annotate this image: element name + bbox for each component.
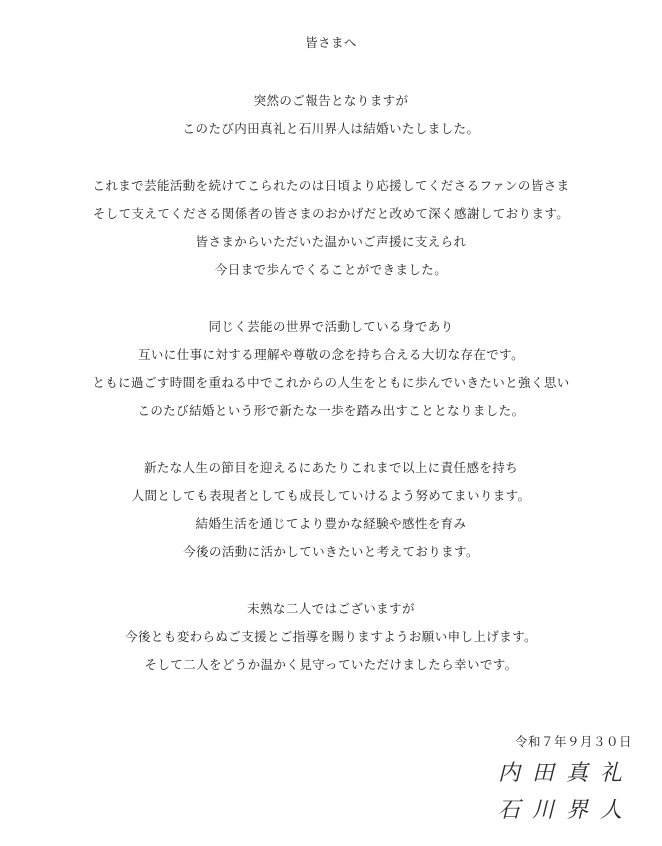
paragraph-3-line-3: ともに過ごす時間を重ねる中でこれからの人生をともに歩んでいきたいと強く思い [92,375,570,390]
paragraph-2-line-1: これまで芸能活動を続けてこられたのは日頃より応援してくださるファンの皆さま [92,178,570,193]
paragraph-2-line-4: 今日まで歩んでくることができました。 [214,262,448,277]
signature-uchida: 内田真礼 [497,761,634,786]
paragraph-3-line-1: 同じく芸能の世界で活動している身であり [208,319,454,334]
paragraph-2-line-3: 皆さまからいただいた温かいご声援に支えられ [195,234,467,249]
paragraph-4-line-3: 結婚生活を通じてより豊かな経験や感性を育み [195,516,467,531]
paragraph-4-line-2: 人間としても表現者としても成長していけるよう努めてまいります。 [131,488,531,503]
signature-ishikawa: 石川界人 [497,798,634,823]
paragraph-5-line-1: 未熟な二人ではございますが [247,601,415,616]
letter-date: 令和７年９月３０日 [514,734,632,749]
paragraph-3-line-4: このたび結婚という形で新たな一歩を踏み出すこととなりました。 [137,403,525,418]
paragraph-2-line-2: そして支えてくださる関係者の皆さまのおかげだと改めて深く感謝しております。 [92,206,570,221]
paragraph-5-line-2: 今後とも変わらぬご支援とご指導を賜りますようお願い申し上げます。 [125,629,537,644]
paragraph-1-line-2: このたび内田真礼と石川界人は結婚いたしました。 [182,121,480,136]
letter-greeting: 皆さまへ [305,35,357,50]
paragraph-3-line-2: 互いに仕事に対する理解や尊敬の念を持ち合える大切な存在です。 [137,347,524,362]
paragraph-4-line-1: 新たな人生の節目を迎えるにあたりこれまで以上に責任感を持ち [143,460,519,475]
paragraph-4-line-4: 今後の活動に活かしていきたいと考えております。 [183,544,479,559]
paragraph-5-line-3: そして二人をどうか温かく見守っていただけましたら幸いです。 [144,657,518,672]
paragraph-1-line-1: 突然のご報告となりますが [253,93,409,108]
